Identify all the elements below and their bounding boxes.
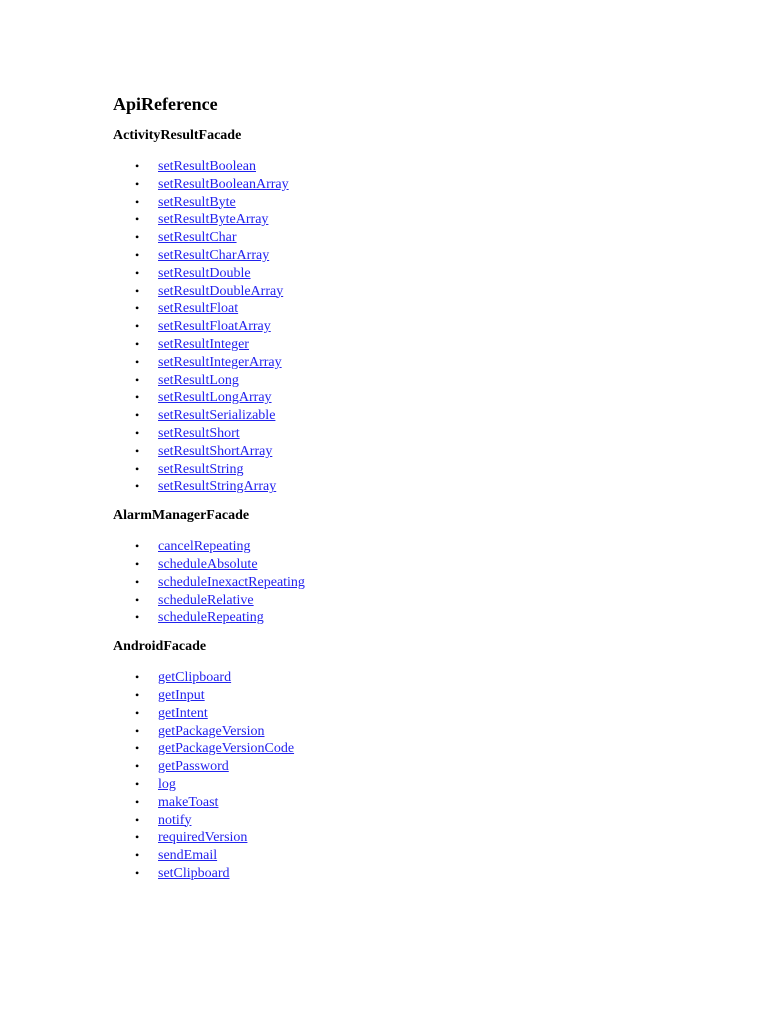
list-item (113, 687, 713, 705)
list-item (113, 194, 713, 212)
list-item (113, 829, 713, 847)
list-item (113, 865, 713, 883)
method-link[interactable]: log (158, 776, 176, 792)
method-link[interactable]: cancelRepeating (158, 539, 251, 555)
page-title: ApiReference (113, 94, 218, 114)
bullet-icon: • (135, 301, 140, 316)
bullet-icon: • (135, 812, 140, 827)
method-link[interactable]: getIntent (158, 705, 208, 721)
bullet-icon: • (135, 319, 140, 334)
list-item (113, 372, 713, 390)
method-link[interactable]: sendEmail (158, 848, 218, 864)
sections-container (113, 126, 713, 883)
list-item (113, 740, 713, 758)
method-link[interactable]: notify (158, 812, 192, 828)
section-heading: AlarmManagerFacade (113, 508, 250, 524)
method-link[interactable]: scheduleAbsolute (158, 556, 258, 572)
method-list (113, 538, 713, 627)
method-link[interactable]: setClipboard (158, 865, 230, 881)
method-link[interactable]: setResultBooleanArray (158, 176, 289, 192)
bullet-icon: • (135, 705, 140, 720)
bullet-icon: • (135, 390, 140, 405)
method-link[interactable]: setResultShortArray (158, 443, 273, 459)
bullet-icon: • (135, 283, 140, 298)
method-link[interactable]: setResultString (158, 461, 244, 477)
list-item (113, 776, 713, 794)
list-item (113, 478, 713, 496)
list-item (113, 705, 713, 723)
method-link[interactable]: setResultStringArray (158, 479, 277, 495)
method-link[interactable]: getPassword (158, 759, 229, 775)
bullet-icon: • (135, 265, 140, 280)
method-list (113, 669, 713, 883)
list-item (113, 461, 713, 479)
section (113, 506, 713, 627)
method-link[interactable]: setResultShort (158, 425, 240, 441)
list-item (113, 538, 713, 556)
list-item (113, 247, 713, 265)
list-item (113, 354, 713, 372)
section (113, 637, 713, 883)
list-item (113, 758, 713, 776)
list-item (113, 229, 713, 247)
list-item (113, 556, 713, 574)
method-link[interactable]: requiredVersion (158, 830, 248, 846)
bullet-icon: • (135, 670, 140, 685)
section-heading: AndroidFacade (113, 639, 207, 655)
list-item (113, 300, 713, 318)
list-item (113, 389, 713, 407)
method-link[interactable]: setResultBoolean (158, 159, 256, 174)
list-item (113, 443, 713, 461)
method-link[interactable]: setResultFloat (158, 301, 239, 317)
bullet-icon: • (135, 336, 140, 351)
method-link[interactable]: setResultChar (158, 230, 237, 246)
bullet-icon: • (135, 759, 140, 774)
method-link[interactable]: setResultLong (158, 372, 239, 388)
list-item (113, 283, 713, 301)
list-item (113, 812, 713, 830)
method-link[interactable]: setResultIntegerArray (158, 354, 282, 370)
bullet-icon: • (135, 176, 140, 191)
method-link[interactable]: setResultInteger (158, 336, 249, 352)
list-item (113, 211, 713, 229)
list-item (113, 847, 713, 865)
bullet-icon: • (135, 592, 140, 607)
list-item (113, 574, 713, 592)
method-link[interactable]: setResultDouble (158, 265, 251, 281)
bullet-icon: • (135, 372, 140, 387)
list-item (113, 407, 713, 425)
list-item (113, 158, 713, 176)
section (113, 126, 713, 496)
list-item (113, 609, 713, 627)
bullet-icon: • (135, 574, 140, 589)
bullet-icon: • (135, 539, 140, 554)
method-link[interactable]: getClipboard (158, 670, 232, 686)
bullet-icon: • (135, 212, 140, 227)
bullet-icon: • (135, 830, 140, 845)
method-link[interactable]: setResultSerializable (158, 408, 276, 424)
bullet-icon: • (135, 354, 140, 369)
bullet-icon: • (135, 443, 140, 458)
bullet-icon: • (135, 865, 140, 880)
method-link[interactable]: setResultFloatArray (158, 319, 271, 335)
list-item (113, 723, 713, 741)
bullet-icon: • (135, 461, 140, 476)
method-link[interactable]: getPackageVersion (158, 723, 265, 739)
method-link[interactable]: getPackageVersionCode (158, 741, 295, 757)
bullet-icon: • (135, 794, 140, 809)
api-reference-document (113, 92, 713, 893)
method-link[interactable]: scheduleRepeating (158, 610, 264, 626)
method-link[interactable]: setResultLongArray (158, 390, 272, 406)
list-item (113, 794, 713, 812)
method-list (113, 158, 713, 496)
bullet-icon: • (135, 408, 140, 423)
method-link[interactable]: setResultDoubleArray (158, 283, 284, 299)
list-item (113, 265, 713, 283)
bullet-icon: • (135, 610, 140, 625)
method-link[interactable]: scheduleInexactRepeating (158, 574, 305, 590)
list-item (113, 318, 713, 336)
bullet-icon: • (135, 556, 140, 571)
bullet-icon: • (135, 723, 140, 738)
bullet-icon: • (135, 194, 140, 209)
bullet-icon: • (135, 425, 140, 440)
method-link[interactable]: getInput (158, 687, 205, 703)
method-link[interactable]: scheduleRelative (158, 592, 254, 608)
bullet-icon: • (135, 230, 140, 245)
list-item (113, 176, 713, 194)
list-item (113, 336, 713, 354)
section-heading: ActivityResultFacade (113, 128, 242, 143)
bullet-icon: • (135, 848, 140, 863)
bullet-icon: • (135, 159, 140, 173)
method-link[interactable]: setResultByte (158, 194, 236, 210)
method-link[interactable]: setResultByteArray (158, 212, 269, 228)
bullet-icon: • (135, 741, 140, 756)
list-item (113, 669, 713, 687)
bullet-icon: • (135, 776, 140, 791)
list-item (113, 425, 713, 443)
bullet-icon: • (135, 247, 140, 262)
method-link[interactable]: makeToast (158, 794, 219, 810)
method-link[interactable]: setResultCharArray (158, 247, 270, 263)
bullet-icon: • (135, 687, 140, 702)
list-item (113, 592, 713, 610)
bullet-icon: • (135, 479, 140, 494)
